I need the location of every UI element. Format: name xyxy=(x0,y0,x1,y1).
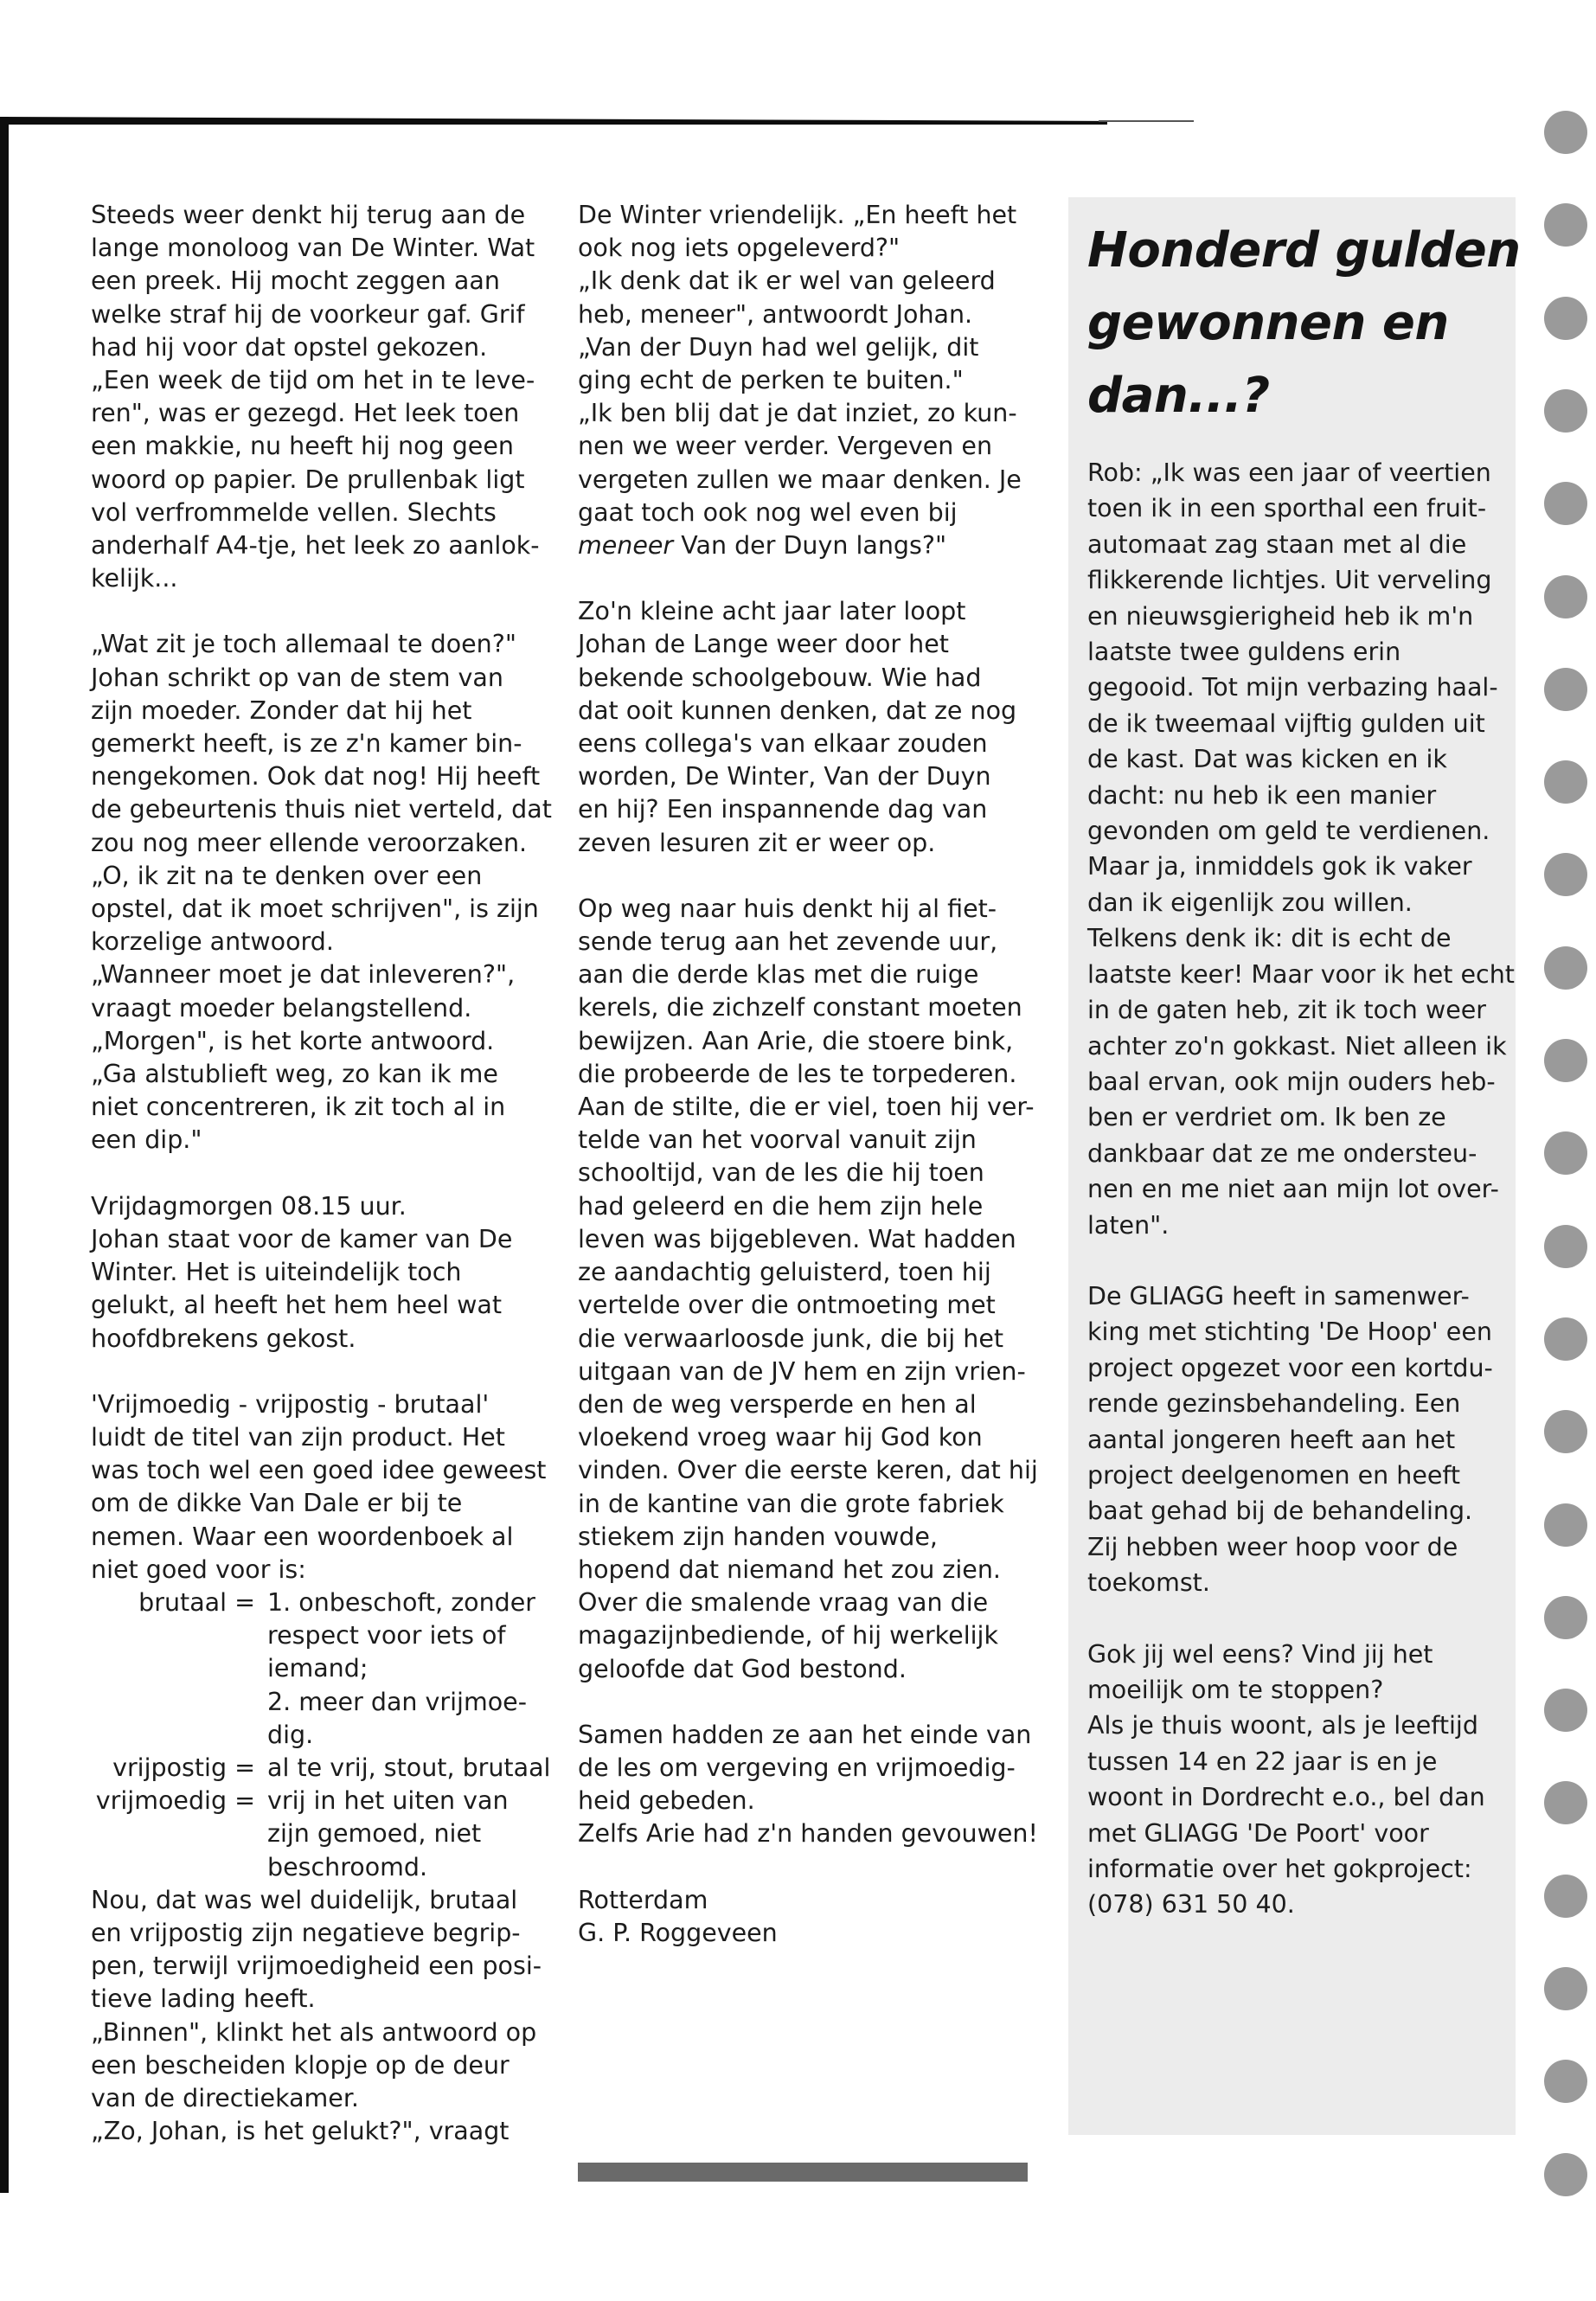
binding-hole xyxy=(1544,1039,1587,1082)
text-line: was toch wel een goed idee geweest xyxy=(91,1456,547,1485)
definition-line: respect voor iets of xyxy=(267,1621,506,1650)
col2-paragraph-3 xyxy=(578,893,1045,1686)
binding-hole xyxy=(1544,1410,1587,1453)
binding-hole xyxy=(1544,853,1587,896)
definition-line: 1. onbeschoft, zonder xyxy=(267,1587,536,1617)
text-line: zijn moeder. Zonder dat hij het xyxy=(91,695,472,725)
text-line: toekomst. xyxy=(1087,1568,1210,1598)
binding-hole xyxy=(1544,575,1587,619)
text-line: flikkerende lichtjes. Uit verveling xyxy=(1087,566,1492,595)
text-line: vergeten zullen we maar denken. Je xyxy=(578,465,1022,494)
binding-hole xyxy=(1544,760,1587,804)
text-line: Vrijdagmorgen 08.15 uur. xyxy=(91,1191,407,1221)
bottom-bar xyxy=(578,2163,1028,2182)
column-2 xyxy=(578,199,1045,1983)
text-line: geloofde dat God bestond. xyxy=(578,1654,907,1683)
text-line: informatie over het gokproject: xyxy=(1087,1855,1472,1884)
text-line: moeilijk om te stoppen? xyxy=(1087,1676,1384,1704)
text-line: magazijnbediende, of hij werkelijk xyxy=(578,1621,998,1650)
binding-hole xyxy=(1544,1596,1587,1639)
definition-entry xyxy=(91,1752,558,1785)
text-line: ren", was er gezegd. Het leek toen xyxy=(91,399,520,428)
text-line: om de dikke Van Dale er bij te xyxy=(91,1489,463,1518)
text-line: (078) 631 50 40. xyxy=(1087,1890,1295,1920)
definition-entry xyxy=(91,1586,558,1752)
text-line: vloekend vroeg waar hij God kon xyxy=(578,1423,983,1452)
binding-hole xyxy=(1544,1317,1587,1361)
text-line: aan die derde klas met die ruige xyxy=(578,960,979,990)
text-line: Als je thuis woont, als je leeftijd xyxy=(1087,1711,1478,1740)
text-line: de les om vergeving en vrijmoedig- xyxy=(578,1753,1016,1782)
text-line: Rob: „Ik was een jaar of veertien xyxy=(1087,458,1491,487)
text-line: de ik tweemaal vijftig gulden uit xyxy=(1087,708,1485,738)
top-rule-tail xyxy=(1099,120,1194,122)
text-line: schooltijd, van de les die hij toen xyxy=(578,1158,984,1188)
text-line: nen en me niet aan mijn lot over- xyxy=(1087,1175,1499,1204)
text-line: niet goed voor is: xyxy=(91,1554,306,1584)
text-line: rende gezinsbehandeling. Een xyxy=(1087,1389,1461,1419)
col1-paragraph-2 xyxy=(91,628,558,1157)
text-line: Op weg naar huis denkt hij al fiet- xyxy=(578,894,997,923)
text-line: een bescheiden klopje op de deur xyxy=(91,2050,510,2080)
text-line: vol verfrommelde vellen. Slechts xyxy=(91,497,497,527)
text-line: eens collega's van elkaar zouden xyxy=(578,729,988,759)
text-line: vraagt moeder belangstellend. xyxy=(91,993,472,1022)
text-line: tussen 14 en 22 jaar is en je xyxy=(1087,1747,1438,1776)
col1-paragraph-4-group xyxy=(91,1388,558,2149)
text-line: Maar ja, inmiddels gok ik vaker xyxy=(1087,852,1472,881)
binding-hole xyxy=(1544,482,1587,525)
text-line: Johan de Lange weer door het xyxy=(578,630,949,659)
text-line: „Ik ben blij dat je dat inziet, zo kun- xyxy=(578,399,1017,428)
text-line: sende terug aan het zevende uur, xyxy=(578,927,998,957)
text-line: Zo'n kleine acht jaar later loopt xyxy=(578,597,966,626)
text-line: dankbaar dat ze me ondersteu- xyxy=(1087,1138,1477,1168)
text-line: „Morgen", is het korte antwoord. xyxy=(91,1026,495,1055)
text-line: lange monoloog van De Winter. Wat xyxy=(91,234,535,263)
text-line: leven was bijgebleven. Wat hadden xyxy=(578,1224,1016,1253)
text-line: Winter. Het is uiteindelijk toch xyxy=(91,1258,462,1287)
signature xyxy=(578,1884,1045,1950)
text-line: ben er verdriet om. Ik ben ze xyxy=(1087,1103,1446,1132)
text-line: aantal jongeren heeft aan het xyxy=(1087,1425,1456,1454)
text-line: laten". xyxy=(1087,1210,1170,1240)
text-line: kerels, die zichzelf constant moeten xyxy=(578,993,1022,1022)
sidebar-paragraph-1 xyxy=(1087,455,1515,1243)
sidebar-paragraph-2 xyxy=(1087,1279,1503,1601)
text-line: anderhalf A4-tje, het leek zo aanlok- xyxy=(91,531,540,561)
text-line: Aan de stilte, die er viel, toen hij ver- xyxy=(578,1093,1035,1122)
text-line: laatste keer! Maar voor ik het echt xyxy=(1087,959,1515,989)
text-line: „Binnen", klinkt het als antwoord op xyxy=(91,2017,537,2047)
col1-paragraph-4 xyxy=(91,1388,558,1586)
text-line: tieve lading heeft. xyxy=(91,1984,316,2014)
left-page-edge xyxy=(0,117,9,2193)
binding-hole xyxy=(1544,203,1587,247)
text-line: nengekomen. Ook dat nog! Hij heeft xyxy=(91,762,541,792)
definition-list xyxy=(91,1586,558,1884)
text-line: dacht: nu heb ik een manier xyxy=(1087,780,1437,810)
binding-hole xyxy=(1544,111,1587,154)
text-line: dan ik eigenlijk zou willen. xyxy=(1087,888,1413,917)
text-line: „Wat zit je toch allemaal te doen?" xyxy=(91,630,516,659)
definition-line: zijn gemoed, niet xyxy=(267,1819,482,1849)
binding-hole xyxy=(1544,1875,1587,1918)
text-line: project opgezet voor een kortdu- xyxy=(1087,1353,1493,1382)
text-line: „Van der Duyn had wel gelijk, dit xyxy=(578,332,979,362)
text-line: in de kantine van die grote fabriek xyxy=(578,1489,1004,1518)
definition-entry xyxy=(91,1785,558,1884)
text-line: gewonnen en xyxy=(1087,295,1449,351)
definition-line: iemand; xyxy=(267,1654,369,1683)
definition-body xyxy=(267,1752,558,1785)
text-line: gelukt, al heeft het hem heel wat xyxy=(91,1291,503,1320)
text-line: „Ik denk dat ik er wel van geleerd xyxy=(578,266,996,296)
text-line: achter zo'n gokkast. Niet alleen ik xyxy=(1087,1031,1507,1061)
text-line: toen ik in een sporthal een fruit- xyxy=(1087,494,1487,523)
definition-line: al te vrij, stout, brutaal xyxy=(267,1753,551,1782)
definition-term: vrijmoedig = xyxy=(95,1786,255,1816)
definition-body xyxy=(267,1586,558,1752)
text-line: De GLIAGG heeft in samenwer- xyxy=(1087,1281,1470,1311)
definition-line: 2. meer dan vrijmoe- xyxy=(267,1687,527,1716)
text-line: gaat toch ook nog wel even bij xyxy=(578,497,958,527)
text-line: Nou, dat was wel duidelijk, brutaal xyxy=(91,1885,518,1914)
text-line: heb, meneer", antwoordt Johan. xyxy=(578,299,973,329)
text-line: bewijzen. Aan Arie, die stoere bink, xyxy=(578,1026,1014,1055)
binding-hole xyxy=(1544,1967,1587,2010)
text-line: Samen hadden ze aan het einde van xyxy=(578,1720,1032,1749)
col2-paragraph-2 xyxy=(578,595,1045,860)
text-line: „Een week de tijd om het in te leve- xyxy=(91,366,535,395)
binding-hole xyxy=(1544,389,1587,433)
text-line: Telkens denk ik: dit is echt de xyxy=(1087,924,1452,953)
text-line: opstel, dat ik moet schrijven", is zijn xyxy=(91,894,539,924)
top-rule xyxy=(0,117,1107,125)
text-line: en nieuwsgierigheid heb ik m'n xyxy=(1087,601,1474,631)
text-line: had hij voor dat opstel gekozen. xyxy=(91,332,488,362)
definition-body xyxy=(267,1785,558,1884)
col1-paragraph-3 xyxy=(91,1190,558,1356)
text-line: ging echt de perken te buiten." xyxy=(578,366,964,395)
text-line: den de weg versperde en hen al xyxy=(578,1389,977,1419)
text-line: king met stichting 'De Hoop' een xyxy=(1087,1317,1492,1347)
text-line: Steeds weer denkt hij terug aan de xyxy=(91,201,526,229)
text-line: gegooid. Tot mijn verbazing haal- xyxy=(1087,673,1498,702)
text-line: woord op papier. De prullenbak ligt xyxy=(91,465,525,494)
text-line: Johan staat voor de kamer van De xyxy=(91,1224,513,1253)
text-line: G. P. Roggeveen xyxy=(578,1918,778,1947)
text-line: korzelige antwoord. xyxy=(91,927,334,957)
text-line: pen, terwijl vrijmoedigheid een posi- xyxy=(91,1952,542,1981)
text-line: een makkie, nu heeft hij nog geen xyxy=(91,432,514,461)
text-line: telde van het voorval vanuit zijn xyxy=(578,1125,977,1155)
text-line: met GLIAGG 'De Poort' voor xyxy=(1087,1818,1429,1848)
col2-last-line-rest: Van der Duyn langs?" xyxy=(673,531,947,561)
definition-term: brutaal = xyxy=(138,1587,255,1617)
text-line: zou nog meer ellende veroorzaken. xyxy=(91,828,528,857)
text-line: en hij? Een inspannende dag van xyxy=(578,795,988,824)
text-line: Rotterdam xyxy=(578,1885,708,1914)
text-line: van de directiekamer. xyxy=(91,2083,359,2112)
text-line: heid gebeden. xyxy=(578,1786,755,1816)
binding-hole xyxy=(1544,1689,1587,1732)
text-line: automaat zag staan met al die xyxy=(1087,529,1467,559)
binding-hole xyxy=(1544,2153,1587,2196)
sidebar-content xyxy=(1087,215,1521,1958)
text-line: de gebeurtenis thuis niet verteld, dat xyxy=(91,795,552,824)
text-line: luidt de titel van zijn product. Het xyxy=(91,1422,505,1452)
text-line: welke straf hij de voorkeur gaf. Grif xyxy=(91,299,525,329)
binding-hole xyxy=(1544,297,1587,340)
text-line: die verwaarloosde junk, die bij het xyxy=(578,1324,1004,1353)
text-line: Zelfs Arie had z'n handen gevouwen! xyxy=(578,1819,1038,1849)
text-line: bekende schoolgebouw. Wie had xyxy=(578,663,982,692)
text-line: in de gaten heb, zit ik toch weer xyxy=(1087,996,1487,1025)
text-line: en vrijpostig zijn negatieve begrip- xyxy=(91,1918,521,1947)
text-line: Over die smalende vraag van die xyxy=(578,1588,989,1618)
text-line: vinden. Over die eerste keren, dat hij xyxy=(578,1456,1038,1485)
col2-paragraph-4 xyxy=(578,1719,1045,1851)
text-line: gevonden om geld te verdienen. xyxy=(1087,817,1490,846)
text-line: Zij hebben weer hoop voor de xyxy=(1087,1532,1458,1561)
binding-hole xyxy=(1544,1225,1587,1268)
text-line: stiekem zijn handen vouwde, xyxy=(578,1522,938,1551)
text-line: een preek. Hij mocht zeggen aan xyxy=(91,266,500,296)
text-line: baal ervan, ook mijn ouders heb- xyxy=(1087,1067,1496,1096)
text-line: een dip." xyxy=(91,1125,202,1155)
text-line: die probeerde de les te torpederen. xyxy=(578,1059,1017,1088)
text-line: „Zo, Johan, is het gelukt?", vraagt xyxy=(91,2117,510,2146)
text-line: uitgaan van de JV hem en zijn vrien- xyxy=(578,1356,1026,1386)
text-line: Honderd gulden xyxy=(1087,222,1521,279)
text-line: dan...? xyxy=(1087,368,1270,424)
col1-paragraph-5 xyxy=(91,1884,558,2149)
text-line: Gok jij wel eens? Vind jij het xyxy=(1087,1639,1433,1669)
text-line: nen we weer verder. Vergeven en xyxy=(578,432,993,461)
sidebar-box xyxy=(1068,197,1521,2135)
text-line: gemerkt heeft, is ze z'n kamer bin- xyxy=(91,729,522,759)
text-line: ook nog iets opgeleverd?" xyxy=(578,234,901,263)
col2-paragraph-1 xyxy=(578,199,1045,562)
text-line: dat ooit kunnen denken, dat ze nog xyxy=(578,695,1017,725)
text-line: laatste twee guldens erin xyxy=(1087,638,1401,667)
text-line: 'Vrijmoedig - vrijpostig - brutaal' xyxy=(91,1389,490,1419)
text-line: „O, ik zit na te denken over een xyxy=(91,861,483,890)
text-line: vertelde over die ontmoeting met xyxy=(578,1291,996,1320)
text-line: hoofdbrekens gekost. xyxy=(91,1324,356,1353)
text-line: had geleerd en die hem zijn hele xyxy=(578,1191,984,1221)
sidebar-paragraph-3 xyxy=(1087,1637,1503,1923)
definition-line: vrij in het uiten van xyxy=(267,1786,509,1816)
binding-hole xyxy=(1544,668,1587,711)
text-line: zeven lesuren zit er weer op. xyxy=(578,828,936,857)
text-line: worden, De Winter, Van der Duyn xyxy=(578,762,991,792)
col2-paragraph-1-lines xyxy=(578,199,1045,529)
text-line: woont in Dordrecht e.o., bel dan xyxy=(1087,1783,1485,1812)
text-line: „Wanneer moet je dat inleveren?", xyxy=(91,960,516,990)
definition-term: vrijpostig = xyxy=(112,1753,255,1782)
text-line: niet concentreren, ik zit toch al in xyxy=(91,1093,506,1122)
sidebar-headline xyxy=(1087,215,1521,433)
text-line: De Winter vriendelijk. „En heeft het xyxy=(578,201,1017,229)
text-line: de kast. Dat was kicken en ik xyxy=(1087,745,1447,774)
column-1 xyxy=(91,199,558,2148)
col2-paragraph-1-last-line xyxy=(578,529,1045,562)
binding-hole xyxy=(1544,1503,1587,1547)
text-line: „Ga alstublieft weg, zo kan ik me xyxy=(91,1060,498,1089)
text-line: kelijk... xyxy=(91,564,178,593)
meneer-italic: meneer xyxy=(578,531,674,561)
text-line: hopend dat niemand het zou zien. xyxy=(578,1554,1001,1584)
definition-line: beschroomd. xyxy=(267,1852,428,1881)
text-line: project deelgenomen en heeft xyxy=(1087,1460,1461,1490)
binding-hole xyxy=(1544,2060,1587,2103)
col1-paragraph-1 xyxy=(91,199,558,595)
binding-hole xyxy=(1544,1131,1587,1175)
binding-hole xyxy=(1544,946,1587,990)
text-line: ze aandachtig geluisterd, toen hij xyxy=(578,1258,991,1287)
text-line: nemen. Waar een woordenboek al xyxy=(91,1522,514,1551)
text-line: baat gehad bij de behandeling. xyxy=(1087,1497,1473,1526)
definition-line: dig. xyxy=(267,1720,314,1749)
text-line: Johan schrikt op van de stem van xyxy=(91,663,503,692)
binding-hole xyxy=(1544,1781,1587,1824)
